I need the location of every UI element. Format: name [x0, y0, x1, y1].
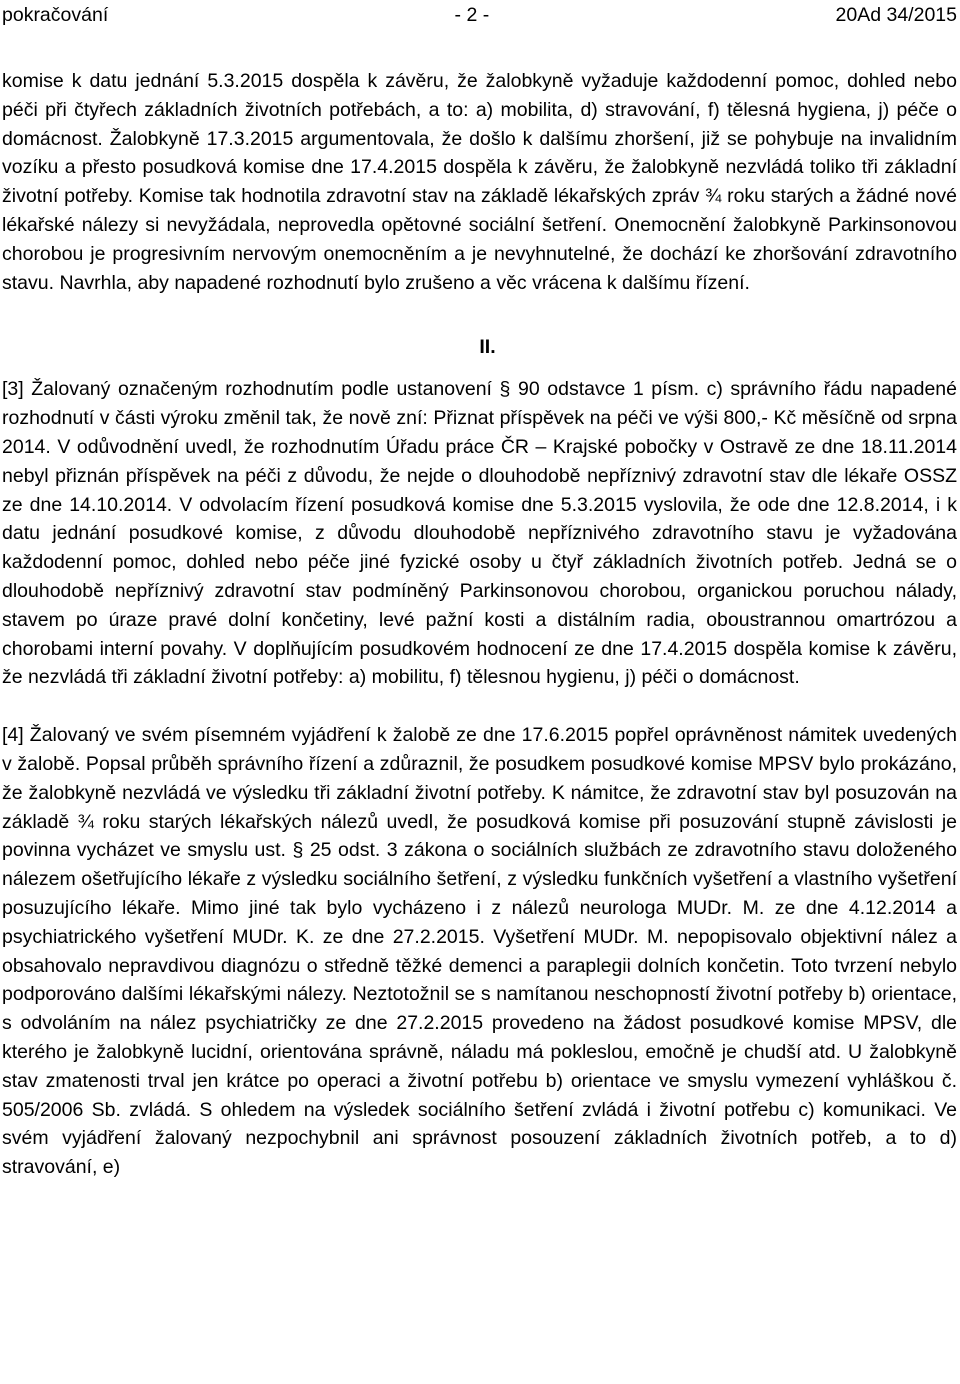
header-spacer [2, 28, 957, 67]
paragraph-continued: komise k datu jednání 5.3.2015 dospěla k závěru, že žalobkyně vyžaduje každodenní pomoc, dohled nebo péči při čtyřech základních životních potřebách, a to: a) mobilita, d) stravování, f) tělesná hygiena, j) péče o domácnost. Žalobkyně 17.3.2015 argumentovala, že došlo k dalšímu zhoršení, již se pohybuje na invalidním vozíku a přesto posudková komise dne 17.4.2015 dospěla k závěru, že žalobkyně nezvládá toliko tři základní životní potřeby. Komise tak hodnotila zdravotní stav na základě lékařských zpráv ¾ roku starých a žádné nové lékařské nálezy si nevyžádala, neprovedla opětovné sociální šetření. Onemocnění žalobkyně Parkinsonovou chorobou je progresivním nervovým onemocněním a je nevyhnutelné, že dochází ke zhoršování zdravotního stavu. Navrhla, aby napadené rozhodnutí bylo zrušeno a věc vrácena k dalšímu řízení. [2, 70, 957, 294]
paragraph-4: [4] Žalovaný ve svém písemném vyjádření k žalobě ze dne 17.6.2015 popřel oprávněnost námitek uvedených v žalobě. Popsal průběh správního řízení a zdůraznil, že posudkem posudkové komise MPSV bylo prokázáno, že žalobkyně nezvládá ve výsledku tři základní životní potřeby. K námitce, že zdravotní stav byl posuzován na základě ¾ roku starých lékařských nálezů uvedl, že posudková komise při posuzování stupně závislosti je povinna vycházet ve smyslu ust. § 25 odst. 3 zákona o sociálních službách ze zdravotního stavu doloženého nálezem ošetřujícího lékaře z výsledku sociálního šetření, z výsledku funkčních vyšetření a vlastního vyšetření posuzujícího lékaře. Mimo jiné tak bylo vycházeno i z nálezů neurologa MUDr. M. ze dne 4.12.2014 a psychiatrického vyšetření MUDr. K. ze dne 27.2.2015. Vyšetření MUDr. M. nepopisovalo objektivní nález a obsahovalo nepravdivou diagnózu o středně těžké demenci a paraplegii dolních končetin. Toto tvrzení nebylo podporováno dalšími lékařskými nálezy. Neztotožnil se s namítanou neschopností životní potřeby b) orientace, s odvoláním na nález psychiatričky ze dne 27.2.2015 provedeno na žádost posudkové komise MPSV, dle kterého je žalobkyně lucidní, orientována správně, náladu má pokleslou, emočně je chudší atd. U žalobkyně stav zmatenosti trval jen krátce po operaci a životní potřebu b) orientace ve smyslu vymezení vyhláškou č. 505/2006 Sb. zvládá. S ohledem na výsledek sociálního šetření zvládá i životní potřebu c) komunikaci. Ve svém vyjádření žalovaný nezpochybnil ani správnost posouzení základních životních potřeb, a to d) stravování, e) [2, 724, 957, 1179]
running-header [2, 2, 957, 28]
spacer [2, 361, 957, 375]
paragraph-3: [3] Žalovaný označeným rozhodnutím podle ustanovení § 90 odstavce 1 písm. c) správního řádu napadené rozhodnutí v části výroku změnil tak, že nově zní: Přiznat příspěvek na péči ve výši 800,- Kč měsíčně od srpna 2014. V odůvodnění uvedl, že rozhodnutím Úřadu práce ČR – Krajské pobočky v Ostravě ze dne 18.11.2014 nebyl přiznán příspěvek na péči z důvodu, že nejde o dlouhodobě nepříznivý zdravotní stav dle lékaře OSSZ ze dne 14.10.2014. V odvolacím řízení posudková komise dne 5.3.2015 vyslovila, že ode dne 12.8.2014, i k datu jednání posudkové komise, z důvodu dlouhodobě nepříznivého zdravotního stavu je vyžadována každodenní pomoc, dohled nebo péče jiné fyzické osoby u čtyř základních životních potřeb. Jedná se o dlouhodobě nepříznivý zdravotní stav podmíněný Parkinsonovou chorobou, organickou poruchou nálady, stavem po úraze pravé dolní končetiny, levé pažní kosti a distálním radia, oboustrannou omartrózou a chorobami interní povahy. V doplňujícím posudkovém hodnocení ze dne 17.4.2015 dospěla komise k závěru, že nezvládá tři základní životní potřeby: a) mobilitu, f) tělesnou hygienu, j) péči o domácnost. [2, 378, 957, 689]
spacer [2, 692, 957, 721]
section-heading: II. [479, 336, 496, 359]
spacer [2, 297, 957, 333]
header-continuation-label: pokračování [2, 4, 109, 26]
header-page-number: - 2 - [454, 4, 490, 26]
header-case-number: 20Ad 34/2015 [835, 4, 957, 26]
